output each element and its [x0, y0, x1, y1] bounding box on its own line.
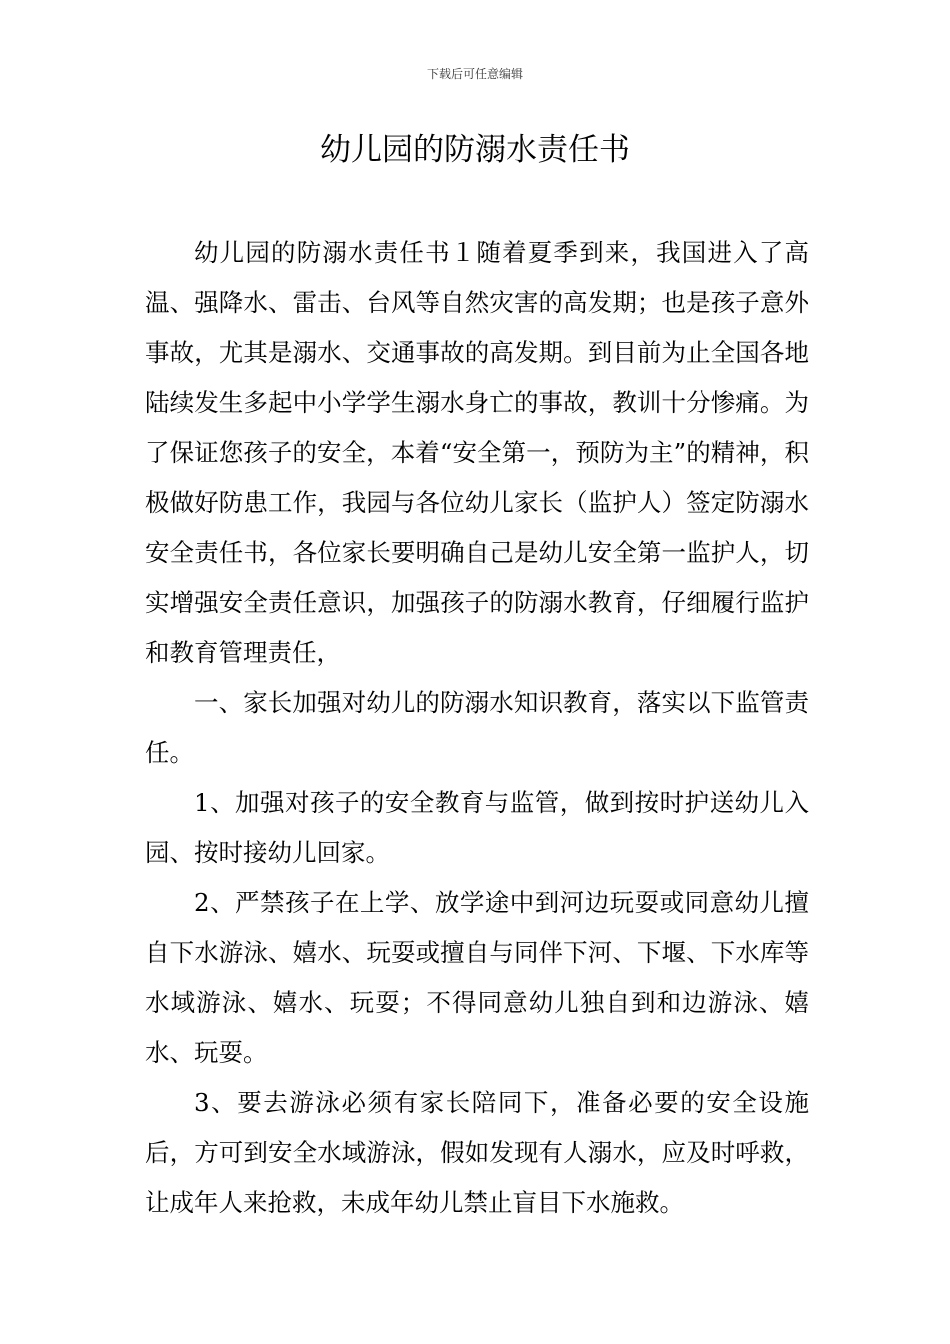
- paragraph-item-1: 1、加强对孩子的安全教育与监管，做到按时护送幼儿入园、按时接幼儿回家。: [145, 788, 809, 867]
- paragraph-section-1: 一、家长加强对幼儿的防溺水知识教育，落实以下监管责任。: [145, 688, 809, 767]
- document-body: [145, 228, 809, 1228]
- paragraph-intro: 幼儿园的防溺水责任书１随着夏季到来，我国进入了高温、强降水、雷击、台风等自然灾害的高发期；也是孩子意外事故，尤其是溺水、交通事故的高发期。到目前为止全国各地陆续发生多起中小学学生溺水身亡的事故，教训十分惨痛。为了保证您孩子的安全，本着“安全第一，预防为主”的精神，积极做好防患工作，我园与各位幼儿家长（监护人）签定防溺水安全责任书，各位家长要明确自己是幼儿安全第一监护人，切实增强安全责任意识，加强孩子的防溺水教育，仔细履行监护和教育管理责任，: [145, 238, 809, 667]
- paragraph-item-3: 3、要去游泳必须有家长陪同下，准备必要的安全设施后，方可到安全水域游泳，假如发现有人溺水，应及时呼救，让成年人来抢救，未成年幼儿禁止盲目下水施救。: [145, 1088, 809, 1217]
- paragraph-item-2: 2、严禁孩子在上学、放学途中到河边玩耍或同意幼儿擅自下水游泳、嬉水、玩耍或擅自与同伴下河、下堰、下水库等水域游泳、嬉水、玩耍；不得同意幼儿独自到和边游泳、嬉水、玩耍。: [145, 888, 809, 1067]
- document-title: 幼儿园的防溺水责任书: [320, 132, 630, 168]
- header-note: 下载后可任意编辑: [426, 67, 523, 81]
